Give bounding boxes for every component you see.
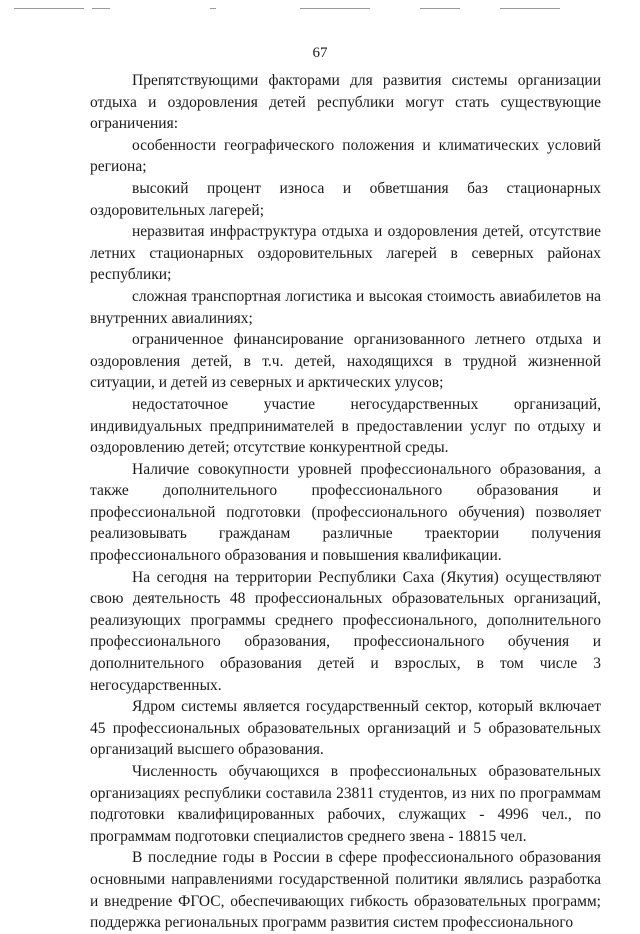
paragraph-geography: особенности географического положения и климатических условий региона; [90,136,601,176]
paragraph-organizations: На сегодня на территории Республики Саха (Якутия) осуществляют свою деятельность 48 профессиональных образовательных организаций, реализующих программы среднего профессионального, дополнительного профессионального образования, профессионального обучения и дополнительного образования детей и взрослых, в том числе 3 негосударственных. [90,568,601,694]
paragraph-state-sector: Ядром системы является государственный сектор, который включает 45 профессиональных образовательных организаций и 5 образовательных организаций высшего образования. [90,698,601,759]
paragraph-limiting-factors: Препятствующими факторами для развития системы организации отдыха и оздоровления детей республики могут стать существующие ограничения: [90,72,601,133]
page-body [90,70,601,934]
scan-edge-marks [0,0,640,14]
paragraph-infrastructure: неразвитая инфраструктура отдыха и оздоровления детей, отсутствие летних стационарных оздоровительных лагерей в северных районах республики; [90,223,601,284]
paragraph-camp-wear: высокий процент износа и обветшания баз стационарных оздоровительных лагерей; [90,179,601,219]
paragraph-education-levels: Наличие совокупности уровней профессионального образования, а также дополнительного профессионального образования и профессиональной подготовки (профессионального обучения) позволяет реализовывать гражданам различные траектории получения профессионального образования и повышения квалификации. [90,460,601,565]
paragraph-funding: ограниченное финансирование организованного летнего отдыха и оздоровления детей, в т.ч. детей, находящихся в трудной жизненной ситуации, и детей из северных и арктических улусов; [90,331,601,392]
paragraph-policy: В последние годы в России в сфере профессионального образования основными направлениями государственной политики являлись разработка и внедрение ФГОС, обеспечивающих гибкость образовательных программ; поддержка региональных программ развития систем профессионального [90,849,601,932]
paragraph-transport: сложная транспортная логистика и высокая стоимость авиабилетов на внутренних авиалиниях; [90,287,601,327]
page-number: 67 [312,45,328,61]
paragraph-nongovernment: недостаточное участие негосударственных организаций, индивидуальных предпринимателей в предоставлении услуг по отдыху и оздоровлению детей; отсутствие конкурентной среды. [90,395,601,457]
paragraph-students: Численность обучающихся в профессиональных образовательных организациях республики составила 23811 студентов, из них по программам подготовки квалифицированных рабочих, служащих - 4996 чел., по программам подготовки специалистов среднего звена - 18815 чел. [90,763,601,845]
